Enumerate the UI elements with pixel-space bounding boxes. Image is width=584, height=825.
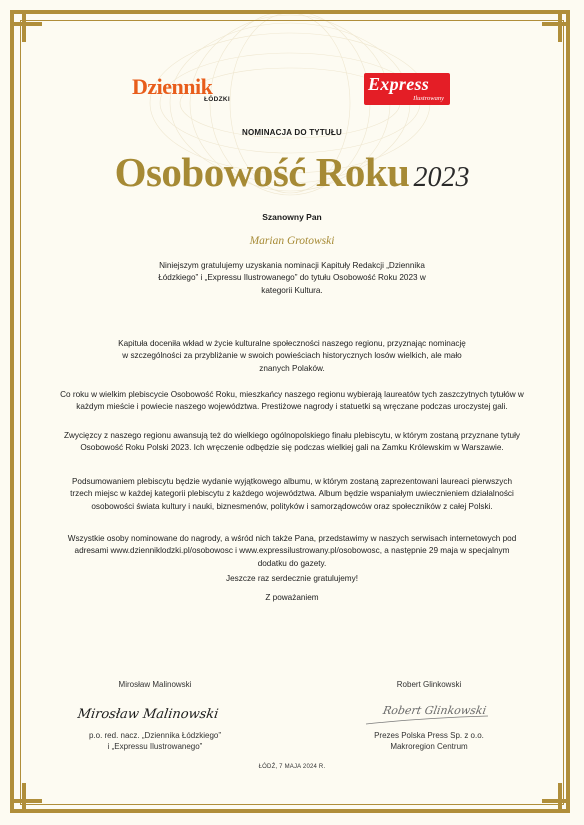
title-text: Osobowość Roku [114,149,410,195]
svg-text:Robert Glinkowski: Robert Glinkowski [381,704,488,717]
express-logo-word: Express [368,74,430,94]
signature-left [76,698,226,728]
corner-ornament [542,22,570,26]
paragraph-regards: Z poważaniem [265,593,319,602]
paragraph-chapter: Kapituła doceniła wkład w życie kulturalne społeczności naszego regionu, przyznając nominację w szczególności za przybliżanie w swoich powieściach historycznych losów wielkich, ale mało znanych Polaków. [118,339,466,373]
certificate-title [0,148,584,196]
issue-date: ŁÓDŹ, 7 MAJA 2024 R. [258,764,326,770]
signatory-right-name: Robert Glinkowski [396,680,462,689]
corner-ornament [22,14,26,42]
corner-ornament [14,22,42,26]
dziennik-logo-word: Dziennik [132,74,213,99]
paragraph-plebiscite: Co roku w wielkim plebiscycie Osobowość Roku, mieszkańcy naszego regionu wybierają laureatów tych zaszczytnych tytułów w każdym mieście i powiecie naszego województwa. Prestiżowe nagrody i statuetki są wręczane podczas uroczystej gali. [60,390,524,412]
corner-ornament [542,799,570,803]
signatory-left-name: Mirosław Malinowski [118,680,192,689]
corner-ornament [558,783,562,811]
paragraph-nomination: Niniejszym gratulujemy uzyskania nominacji Kapituły Redakcji „Dziennika Łódzkiego” i „Expressu Ilustrowanego” do tytułu Osobowość Roku 2023 w kategorii Kultura. [158,261,426,295]
signature-right [362,694,492,728]
greeting: Szanowny Pan [262,212,322,222]
corner-ornament [22,783,26,811]
corner-ornament [14,799,42,803]
nomination-label: NOMINACJA DO TYTUŁU [242,128,342,137]
dziennik-lodzki-logo [132,74,242,104]
signatory-right-role [344,730,514,752]
recipient-name: Marian Grotowski [249,235,335,247]
svg-text:Mirosław Malinowski: Mirosław Malinowski [76,707,220,722]
right-role-line1: Prezes Polska Press Sp. z o.o. [374,731,484,740]
corner-ornament [558,14,562,42]
left-role-line1: p.o. red. nacz. „Dziennika Łódzkiego” [88,731,222,740]
right-role-line2: Makroregion Centrum [390,742,468,751]
express-ilustrowany-logo [364,73,450,105]
express-logo-sub: Ilustrowany [413,95,444,102]
paragraph-album: Podsumowaniem plebiscytu będzie wydanie wyjątkowego albumu, w którym zostaną zaprezentowani laureaci pierwszych trzech miejsc w każdej kategorii plebiscytu z każdego województwa. Album będzie wspaniałym uwiecznieniem działalności osobowości świata kultury i nauki, biznesmenów, polityków i samorządowców oraz społeczników z całej Polski. [70,477,514,511]
title-year: 2023 [413,162,470,193]
paragraph-websites: Wszystkie osoby nominowane do nagrody, a wśród nich także Pana, przedstawimy w naszych serwisach internetowych pod adresami www.dzienniklodzki.pl/osobowosc i www.expressilustrowany.pl/osobowosc, a następnie 29 maja w specjalnym dodatku do gazety. [67,534,517,568]
paragraph-finals: Zwycięzcy z naszego regionu awansują też do wielkiego ogólnopolskiego finału plebiscytu, w którym zostaną przyznane tytuły Osobowość Roku Polski 2023. Ich wręczenie odbędzie się podczas wielkiej gali na Zamku Królewskim w Warszawie. [63,431,520,453]
left-role-line2: i „Expressu Ilustrowanego” [107,742,203,751]
signatory-left-role [70,730,240,752]
dziennik-logo-sub: ŁÓDZKI [204,96,230,103]
paragraph-congrats: Jeszcze raz serdecznie gratulujemy! [226,574,358,583]
